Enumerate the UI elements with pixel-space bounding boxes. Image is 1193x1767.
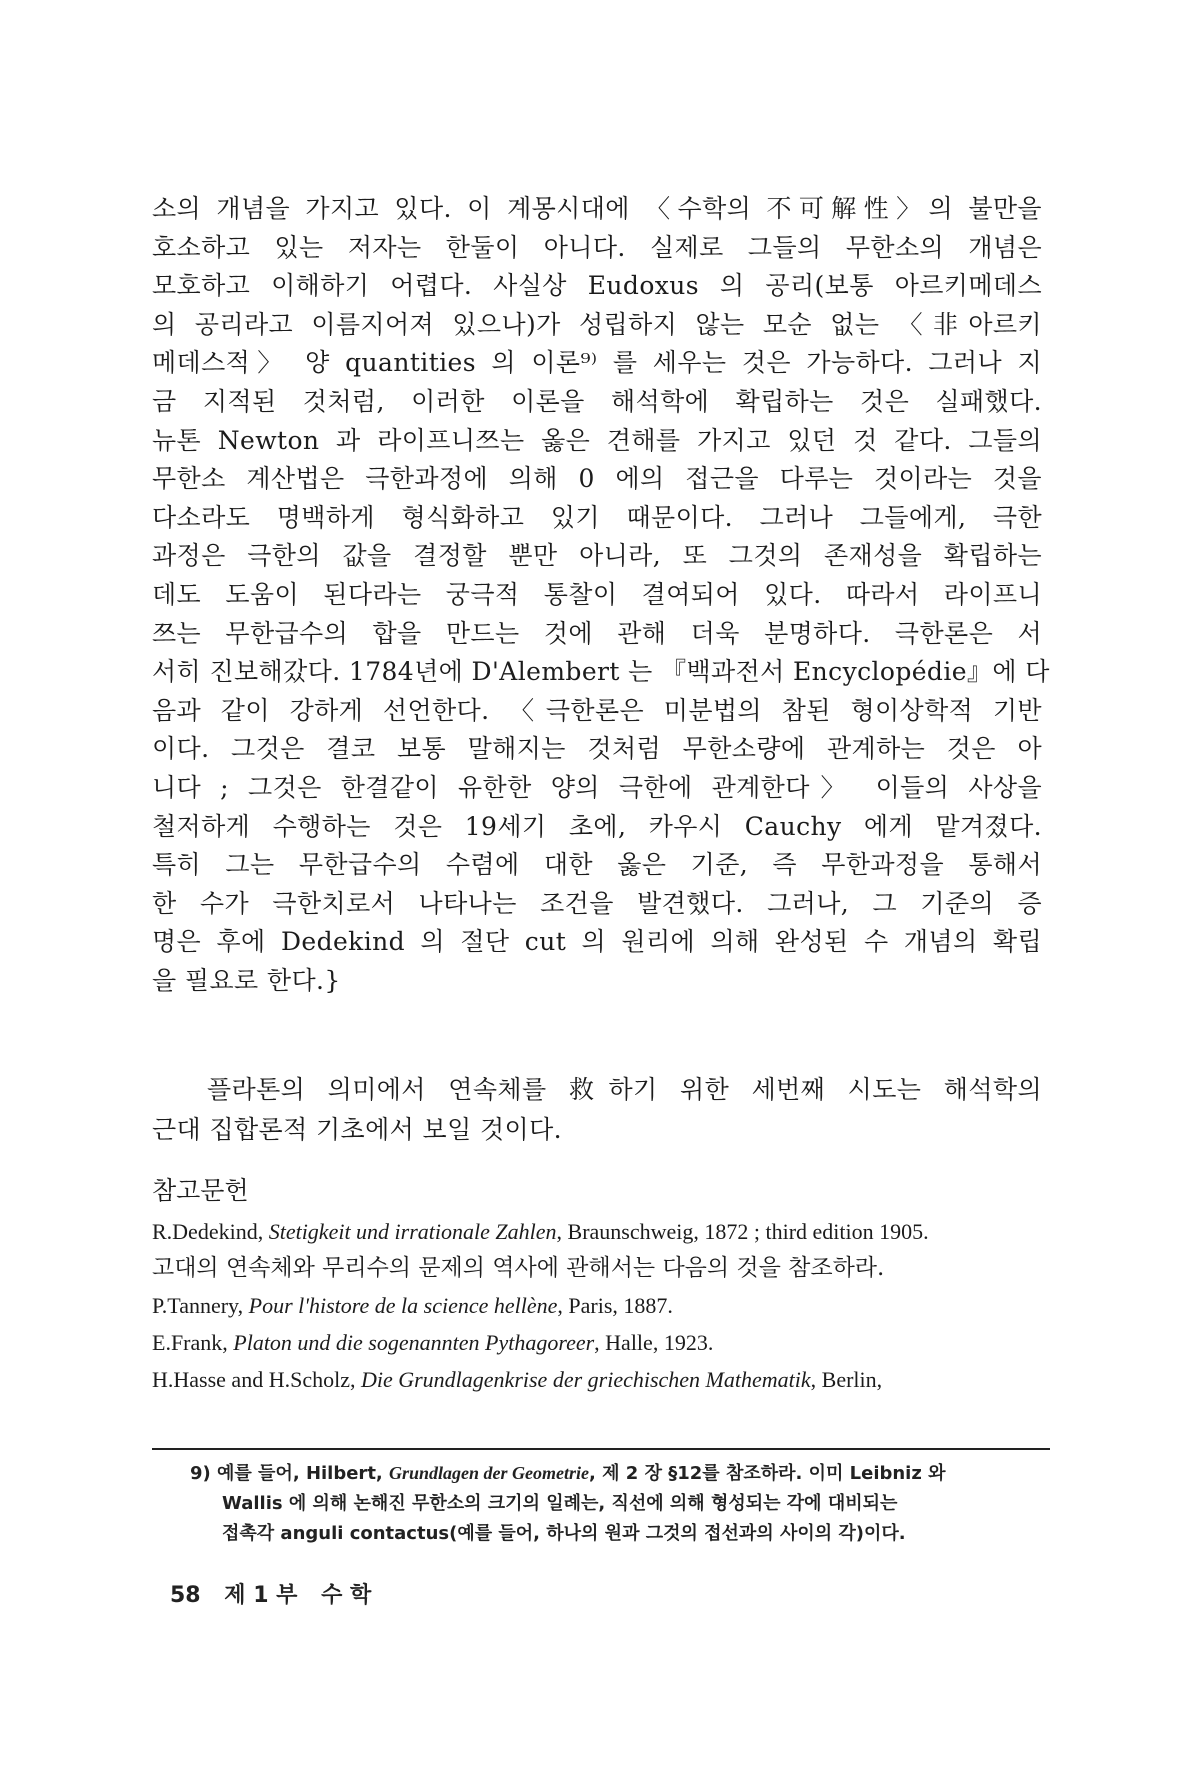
text-line: 데도 도움이 된다라는 궁극적 통찰이 결여되어 있다. 따라서 라이프니 (152, 579, 1042, 609)
page-number: 58 (170, 1583, 201, 1608)
text-line: 금 지적된 것처럼, 이러한 이론을 해석학에 확립하는 것은 실패했다. (152, 386, 1042, 416)
footnote-line: Wallis 에 의해 논해진 무한소의 크기의 일례는, 직선에 의해 형성되는 각에 대비되는 (222, 1493, 898, 1514)
footnote-line: 접촉각 anguli contactus(예를 들어, 하나의 원과 그것의 접선과의 사이의 각)이다. (222, 1523, 906, 1544)
reference-author: R.Dedekind, (152, 1219, 269, 1244)
text-line: 무한소 계산법은 극한과정에 의해 0 에의 접근을 다루는 것이라는 것을 (152, 464, 1042, 494)
part-label: 제 1 부 (224, 1583, 298, 1608)
reference-author: H.Hasse and H.Scholz, (152, 1367, 361, 1392)
second-paragraph (152, 1070, 1042, 1150)
references-heading: 참고문헌 (152, 1176, 249, 1205)
page-footer (170, 1578, 387, 1609)
reference-publication: , Berlin, (810, 1367, 883, 1392)
reference-note-text: 고대의 연속체와 무리수의 문제의 역사에 관해서는 다음의 것을 참조하라. (152, 1255, 885, 1281)
text-line: 니다 ; 그것은 한결같이 유한한 양의 극한에 관계한다〉 이들의 사상을 (152, 772, 1042, 802)
reference-publication: , Braunschweig, 1872 ; third edition 1905. (556, 1219, 929, 1244)
footnote (190, 1458, 1050, 1549)
reference-title: Die Grundlagenkrise der griechischen Mathematik (360, 1367, 811, 1392)
text-line: 한 수가 극한치로서 나타나는 조건을 발견했다. 그러나, 그 기준의 증 (152, 888, 1042, 918)
text-line: 다소라도 명백하게 형식화하고 있기 때문이다. 그러나 그들에게, 극한 (152, 502, 1042, 532)
text-line: 철저하게 수행하는 것은 19세기 초에, 카우시 Cauchy 에게 맡겨졌다. (152, 811, 1042, 841)
text-line: 특히 그는 무한급수의 수렴에 대한 옳은 기준, 즉 무한과정을 통해서 (152, 850, 1042, 880)
reference-item (152, 1361, 1052, 1398)
reference-note (152, 1250, 1052, 1287)
footnote-text: , 제 2 장 §12를 참조하라. 이미 Leibniz 와 (589, 1463, 946, 1484)
footnote-divider (152, 1448, 1050, 1450)
references-list (152, 1213, 1052, 1398)
reference-publication: , Halle, 1923. (594, 1330, 714, 1355)
reference-item (152, 1213, 1052, 1250)
reference-title: Pour l'histore de la science hellène (248, 1293, 558, 1318)
footnote-text: 9) 예를 들어, Hilbert, (190, 1463, 390, 1484)
text-line: 쯔는 무한급수의 합을 만드는 것에 관해 더욱 분명하다. 극한론은 서 (152, 618, 1042, 648)
text-line: 음과 같이 강하게 선언한다. 〈극한론은 미분법의 참된 형이상학적 기반 (152, 695, 1042, 725)
section-label: 수 학 (321, 1583, 372, 1608)
text-line: 호소하고 있는 저자는 한둘이 아니다. 실제로 그들의 무한소의 개념은 (152, 232, 1042, 262)
reference-publication: , Paris, 1887. (557, 1293, 673, 1318)
text-line: 뉴톤 Newton 과 라이프니쯔는 옳은 견해를 가지고 있던 것 같다. 그들의 (152, 425, 1042, 455)
reference-item (152, 1324, 1052, 1361)
text-line: 명은 후에 Dedekind 의 절단 cut 의 원리에 의해 완성된 수 개념의 확립 (152, 927, 1042, 957)
reference-author: P.Tannery, (152, 1293, 249, 1318)
text-line: 메데스적〉 양 quantities 의 이론⁹⁾ 를 세우는 것은 가능하다. 그러나 지 (152, 348, 1042, 378)
footnote-title: Grundlagen der Geometrie (389, 1463, 590, 1483)
text-line: 을 필요로 한다.} (152, 965, 341, 995)
text-line: 과정은 극한의 값을 결정할 뿐만 아니라, 또 그것의 존재성을 확립하는 (152, 541, 1042, 571)
text-line: 플라톤의 의미에서 연속체를 救하기 위한 세번째 시도는 해석학의 (207, 1075, 1042, 1104)
reference-item (152, 1287, 1052, 1324)
text-line: 모호하고 이해하기 어렵다. 사실상 Eudoxus 의 공리(보통 아르키메데스 (152, 271, 1042, 301)
reference-title: Platon und die sogenannten Pythagoreer (233, 1330, 595, 1355)
reference-title: Stetigkeit und irrationale Zahlen (268, 1219, 557, 1244)
text-line: 소의 개념을 가지고 있다. 이 계몽시대에 〈수학의 不可解性〉의 불만을 (152, 194, 1042, 223)
reference-author: E.Frank, (152, 1330, 234, 1355)
text-line: 이다. 그것은 결코 보통 말해지는 것처럼 무한소량에 관계하는 것은 아 (152, 734, 1042, 764)
footnote-line (190, 1458, 1050, 1489)
text-line: 의 공리라고 이름지어져 있으나)가 성립하지 않는 모순 없는 〈非아르키 (152, 309, 1042, 339)
text-line: 서히 진보해갔다. 1784년에 D'Alembert 는 『백과전서 Encyclopédie』에 다 (152, 657, 1050, 687)
text-line: 근대 집합론적 기초에서 보일 것이다. (152, 1115, 562, 1144)
main-paragraph (152, 190, 1050, 1000)
